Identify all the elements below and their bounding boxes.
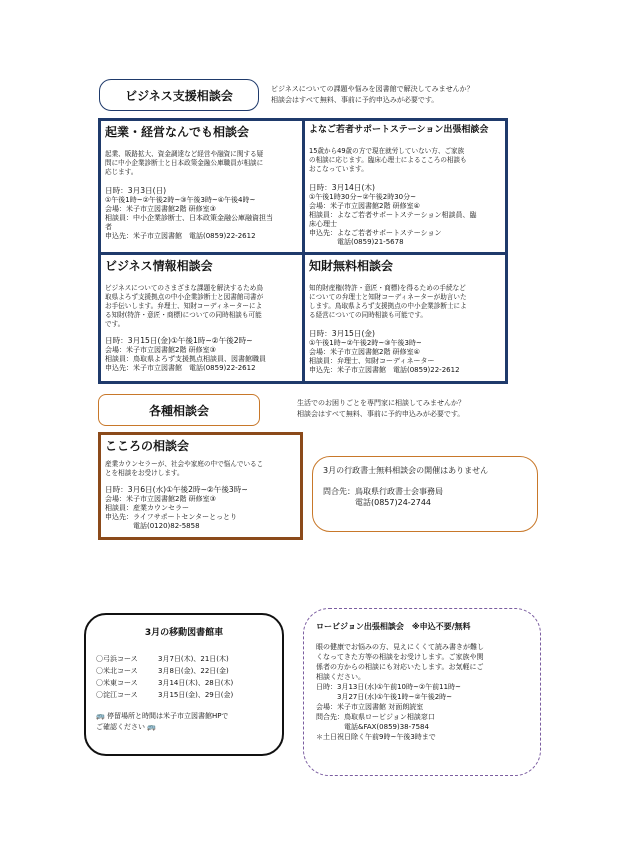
cell-chizai-muryo xyxy=(305,255,505,381)
kokoro-box xyxy=(98,432,303,540)
list-item xyxy=(96,677,272,689)
cell-description: 知的財産権(特許・意匠・商標)を得るための手続など についての弁理士と知財コーディネーターが助言いた します。鳥取県よろず支援拠点の中小企業診断士によ る経営についての同時相談も可能です。 xyxy=(309,284,467,319)
cell-title: 知財無料相談会 xyxy=(309,259,394,273)
course-dates: 3月15日(金)、29日(金) xyxy=(158,691,234,699)
cell-title: 起業・経営なんでも相談会 xyxy=(105,125,250,139)
cell-details: ①午後1時~②午後2時~③午後3時~④午後4時~ 会場：米子市立図書館2階 研修室③ 相談員：中小企業診断士、日本政策金融公庫融資担当 者 申込先：米子市立図書館 電話(0859)22-2612 xyxy=(105,195,273,240)
cell-title: よなご若者サポートステーション出張相談会 xyxy=(309,125,489,135)
cell-date: 日時：3月14日(木) xyxy=(309,183,375,192)
mobile-library-box xyxy=(84,613,284,756)
course-dates: 3月14日(木)、28日(木) xyxy=(158,679,234,687)
list-item xyxy=(96,689,272,701)
business-grid xyxy=(98,118,508,384)
mobile-library-course-list xyxy=(96,653,272,701)
cell-details: 会場：米子市立図書館2階 研修室③ 相談員：鳥取県よろず支援拠点相談員、図書館職員 申込先：米子市立図書館 電話(0859)22-2612 xyxy=(105,345,266,372)
gyosei-title: 3月の行政書士無料相談会の開催はありません xyxy=(323,466,489,475)
cell-wakamono-support xyxy=(305,121,505,252)
note-line: 🚌 停留場所と時間は米子市立図書館HPで xyxy=(96,712,229,720)
kokoro-description: 産業カウンセラーが、社会や家庭の中で悩んでいるこ とを相談をお受けします。 xyxy=(105,460,264,477)
cell-description: 起業、販路拡大、資金調達など経営や融資に関する疑 問に中小企業診断士と日本政策金融公庫職員が相談に 応じます。 xyxy=(105,150,264,176)
low-vision-title: ロービジョン出張相談会 ※申込不要/無料 xyxy=(316,622,471,631)
cell-kigyo-keiei xyxy=(101,121,302,252)
note-line: ご確認ください 🚌 xyxy=(96,723,156,731)
gyosei-box xyxy=(312,456,538,532)
kokoro-details: 会場：米子市立図書館2階 研修室③ 相談員：産業カウンセラー 申込先：ライフサポートセンターとっとり 電話(0120)82-5858 xyxy=(105,494,237,530)
business-intro xyxy=(271,84,551,106)
mobile-library-note xyxy=(96,711,272,733)
various-intro xyxy=(297,398,537,420)
cell-description: ビジネスについてのさまざまな課題を解決するため鳥 取県よろず支援拠点の中小企業診断士と図書館司書が お手伝いします。弁理士、知財コーディネーターによ る知財(特許・意匠・商標)についての同時相談も可能 です。 xyxy=(105,284,264,328)
cell-title: ビジネス情報相談会 xyxy=(105,259,213,273)
business-intro-line: 相談会はすべて無料、事前に予約申込みが必要です。 xyxy=(271,96,439,104)
cell-date: 日時：3月15日(金) xyxy=(309,329,375,338)
mobile-library-title: 3月の移動図書館車 xyxy=(144,628,224,638)
business-header xyxy=(99,79,259,111)
low-vision-body: 眼の健康でお悩みの方、見えにくくて読み書きが難し くなってきた方等の相談をお受けします。ご家族や関 係者の方からの相談にも対応いたします。お気軽にご 相談ください。 日時：3月13日(水)①午前10時~②午前11時~ 3月27日(水)①午後1時~②午後2時~ 会場：米子市立図書館 対面朗読室 問合先：鳥取県ロービジョン相談窓口 電話&FAX(0859)38-7584 ＊土日祝日除く午前9時~午後3時まで xyxy=(316,643,484,741)
cell-business-info xyxy=(101,255,302,381)
business-intro-line: ビジネスについての課題や悩みを図書館で解決してみませんか？ xyxy=(271,85,474,93)
kokoro-date: 日時：3月6日(水)①午後2時~②午後3時~ xyxy=(105,485,248,494)
various-header-label: 各種相談会 xyxy=(148,403,209,418)
course-name: 〇弓浜コース xyxy=(96,655,138,663)
various-header xyxy=(98,394,260,426)
cell-details: ①午後1時30分~②午後2時30分~ 会場：米子市立図書館2階 研修室④ 相談員：よなご若者サポートステーション相談員、臨 床心理士 申込先：よなご若者サポートステーション 電話(0859)21-5678 xyxy=(309,192,477,246)
cell-description: 15歳から49歳の方で現在就労していない方、ご家族 の相談に応じます。臨床心理士によるこころの相談も おこなっています。 xyxy=(309,147,467,173)
kokoro-title: こころの相談会 xyxy=(105,439,190,453)
course-dates: 3月8日(金)、22日(金) xyxy=(158,667,229,675)
course-name: 〇米東コース xyxy=(96,679,138,687)
cell-details: ①午後1時~②午後2時~③午後3時~ 会場：米子市立図書館2階 研修室④ 相談員：弁理士、知財コーディネーター 申込先：米子市立図書館 電話(0859)22-2612 xyxy=(309,338,460,374)
list-item xyxy=(96,665,272,677)
low-vision-box xyxy=(303,608,541,776)
various-intro-line: 相談会はすべて無料、事前に予約申込みが必要です。 xyxy=(297,410,465,418)
course-name: 〇淀江コース xyxy=(96,691,138,699)
cell-date: 日時：3月3日(日) xyxy=(105,186,167,195)
cell-date: 日時：3月15日(金)①午後1時~②午後2時~ xyxy=(105,336,253,345)
various-intro-line: 生活でのお困りごとを専門家に相談してみませんか？ xyxy=(297,399,465,407)
course-dates: 3月7日(木)、21日(木) xyxy=(158,655,229,663)
list-item xyxy=(96,653,272,665)
business-header-label: ビジネス支援相談会 xyxy=(125,88,233,103)
course-name: 〇米北コース xyxy=(96,667,138,675)
gyosei-contact: 問合先：鳥取県行政書士会事務局 電話(0857)24-2744 xyxy=(323,487,443,507)
